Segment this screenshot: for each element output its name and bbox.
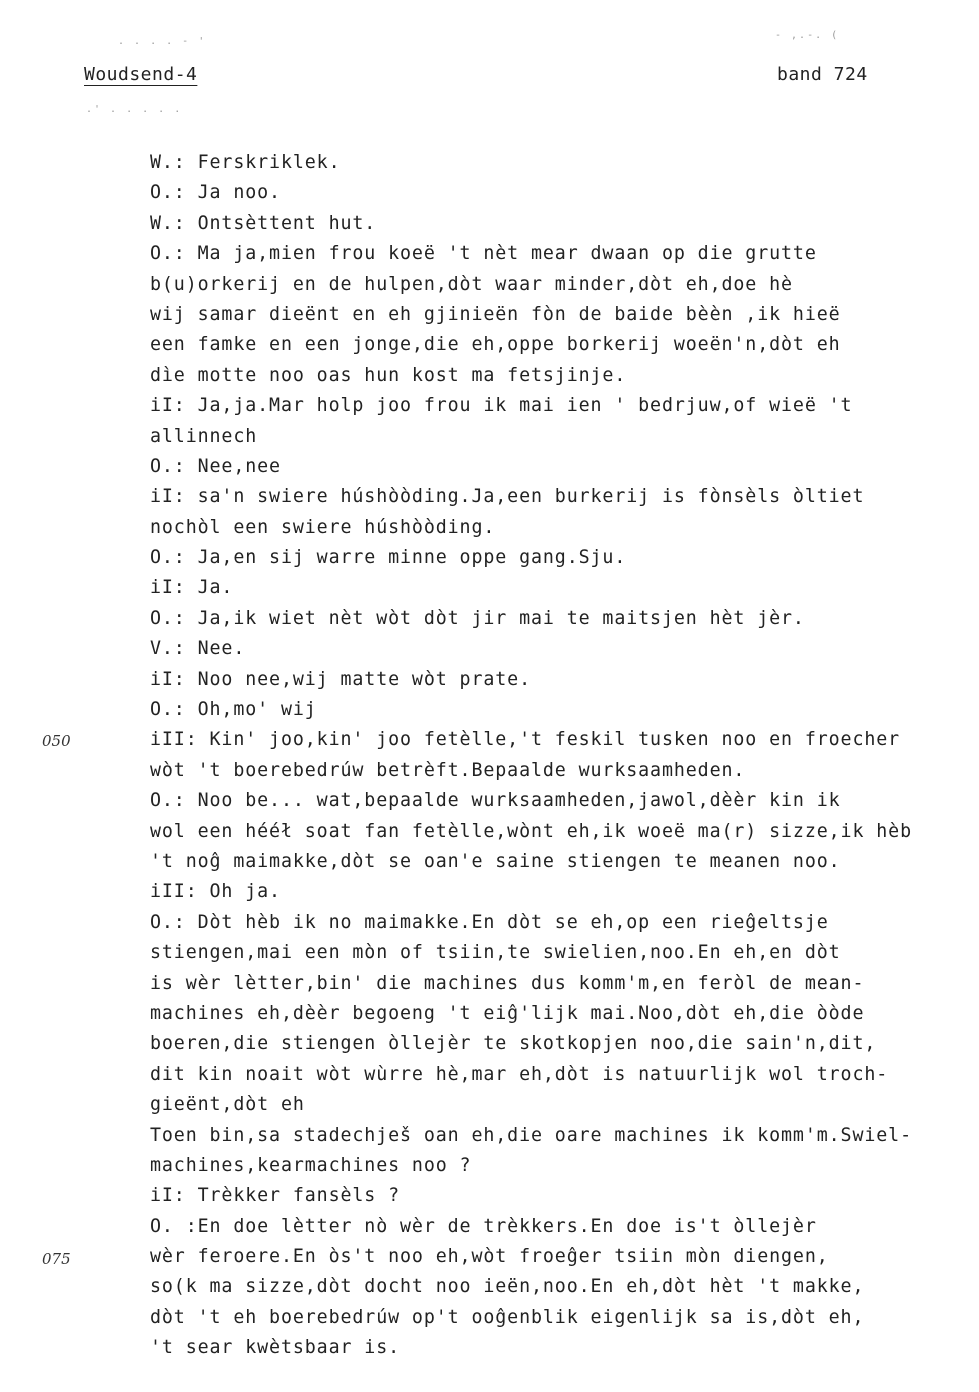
transcript-line: O.: Oh,mo' wij [150,699,317,721]
transcript-line: iI: Noo nee,wij matte wòt prate. [150,668,531,690]
transcript-line: nochòl een swiere húshòòding. [150,516,496,538]
transcript-line: 't sear kwètsbaar is. [150,1337,401,1359]
transcript-line: wij samar dieënt en eh gjinieën fòn de baide bèèn ,ik hieë [150,303,841,325]
transcript-line: een famke en een jonge,die eh,oppe borkerij woeën'n,dòt eh [150,334,841,356]
transcript-line: O. :En doe lètter nò wèr de trèkkers.En doe is't òllejèr [150,1215,817,1237]
transcript-line: iI: Ja,ja.Mar holp joo frou ik mai ien ' bedrjuw,of wieë 't [150,395,853,417]
transcript-line: machines,kearmachines noo ? [150,1154,472,1176]
transcript-line: so(k ma sizze,dòt docht noo ieën,noo.En eh,dòt hèt 't makke, [150,1276,865,1298]
transcript-body [150,148,950,1364]
tape-number: band 724 [777,64,868,85]
transcript-line: machines eh,dèèr begoeng 't eiĝ'lijk mai.Noo,dòt eh,die òòde [150,1002,865,1024]
transcript-line: wòt 't boerebedrúw betrèft.Bepaalde wurksaamheden. [150,759,746,781]
transcript-line: O.: Ja noo. [150,182,281,204]
transcript-line: O.: Nee,nee [150,455,281,477]
transcript-line: Toen bin,sa stadechješ oan eh,die oare machines ik komm'm.Swiel- [150,1124,912,1146]
transcript-line: boeren,die stiengen òllejèr te skotkopjen noo,die sain'n,dit, [150,1033,877,1055]
transcript-line: W.: Ontsèttent hut. [150,212,377,234]
transcript-line: dìe motte noo oas hun kost ma fetsjinje. [150,364,627,386]
margin-note-050: 050 [42,732,71,750]
transcript-line: iI: Ja. [150,577,234,599]
transcript-line: iI: sa'n swiere húshòòding.Ja,een burkerij is fònsèls òltiet [150,486,865,508]
transcript-line: iII: Oh ja. [150,881,281,903]
transcript-line: W.: Ferskriklek. [150,152,341,173]
transcript-line: gieënt,dòt eh [150,1094,305,1116]
transcript-line: V.: Nee. [150,638,246,660]
transcript-line: O.: Ja,ik wiet nèt wòt dòt jir mai te maitsjen hèt jèr. [150,607,805,629]
scan-speck: .' . . . . . [86,104,183,115]
transcript-line: stiengen,mai een mòn of tsiin,te swielien,noo.En eh,en dòt [150,942,841,964]
transcript-line: allinnech [150,425,258,447]
transcript-line: O.: Ja,en sij warre minne oppe gang.Sju. [150,547,627,569]
transcript-line: wèr feroere.En òs't noo eh,wòt froeĝer tsiin mòn diengen, [150,1246,829,1268]
document-title: Woudsend-4 [84,64,198,85]
margin-note-075: 075 [42,1250,71,1268]
transcript-line: iI: Trèkker fansèls ? [150,1185,401,1207]
transcript-line: dit kin noait wòt wùrre hè,mar eh,dòt is natuurlijk wol troch- [150,1063,889,1085]
scan-speck: - ,.-. ( [775,30,840,41]
scan-speck: . . . . - ' [118,36,207,47]
transcript-line: 't noĝ maimakke,dòt se oan'e saine stiengen te meanen noo. [150,850,841,872]
transcript-line: O.: Dòt hèb ik no maimakke.En dòt se eh,op een rieĝeltsje [150,911,829,933]
transcript-line: wol een hééł soat fan fetèlle,wònt eh,ik woeë ma(r) sizze,ik hèb [150,820,912,842]
transcript-line: dòt 't eh boerebedrúw op't ooĝenblik eigenlijk sa is,dòt eh, [150,1306,865,1328]
transcript-line: O.: Ma ja,mien frou koeë 't nèt mear dwaan op die grutte [150,243,817,265]
transcript-line: O.: Noo be... wat,bepaalde wurksaamheden,jawol,dèèr kin ik [150,790,841,812]
transcript-line: iII: Kin' joo,kin' joo fetèlle,'t feskil tusken noo en froecher [150,729,901,751]
transcript-line: is wèr lètter,bin' die machines dus komm'm,en feròl de mean- [150,972,865,994]
transcript-line: b(u)orkerij en de hulpen,dòt waar minder,dòt eh,doe hè [150,273,793,295]
